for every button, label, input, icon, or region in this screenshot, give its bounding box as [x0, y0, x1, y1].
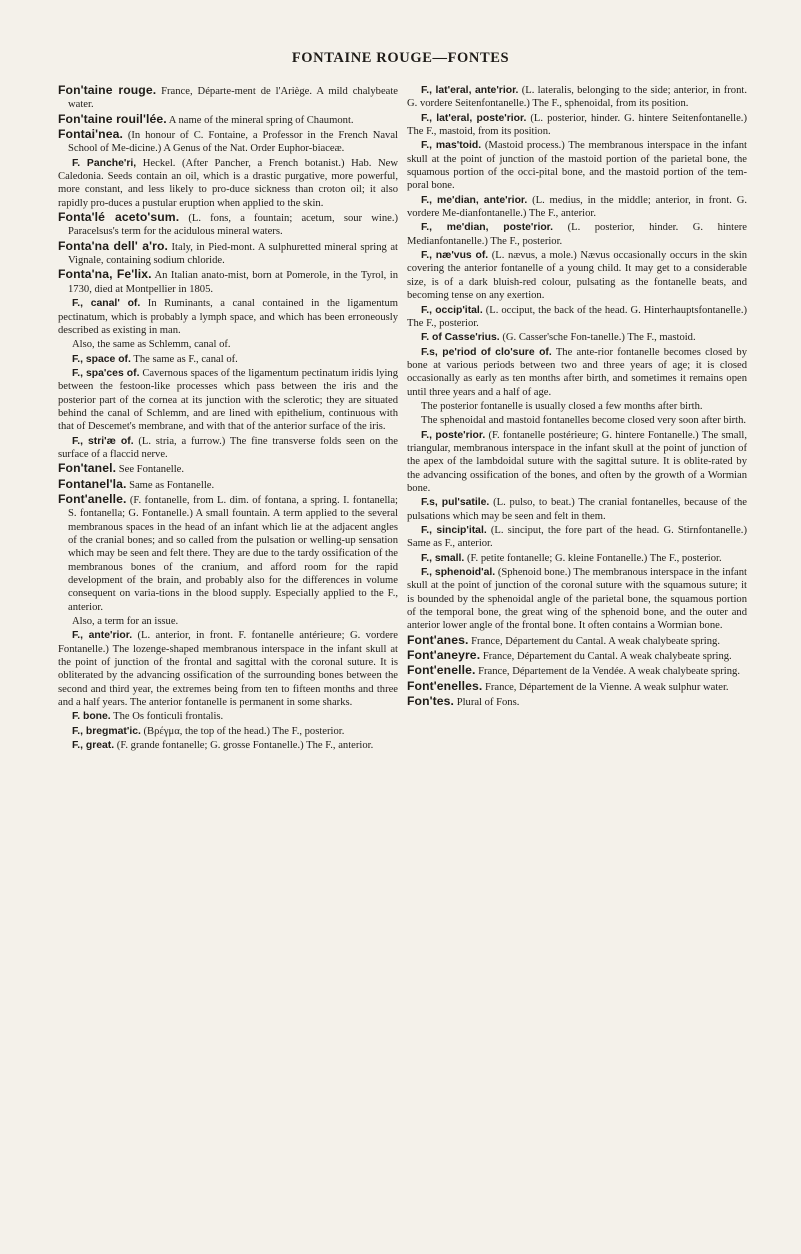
definition-text: Plural of Fons. [454, 697, 520, 709]
definition-text: (Βρέγμα, the top of the head.) The F., posterior. [140, 725, 345, 737]
headword: Fonta'na dell' a'ro. [58, 238, 168, 253]
definition-text: The same as F., canal of. [130, 353, 238, 365]
headword: F., me'dian, poste'rior. [421, 222, 554, 234]
definition-text: (F. petite fontanelle; G. kleine Fontanelle.) The F., posterior. [464, 552, 722, 564]
subentry [58, 353, 398, 366]
headword: Fon'tes. [407, 694, 455, 709]
dictionary-entry [58, 211, 398, 239]
running-head: FONTAINE ROUGE—FONTES [291, 50, 510, 66]
headword: Font'anelle. [58, 491, 127, 506]
definition-text: (L. pulso, to beat.) The cranial fontanelles, because of the pulsations which may be seen and felt in them. [407, 497, 747, 522]
subentry [58, 157, 398, 210]
definition-text: (L. nævus, a mole.) Nævus occasionally occurs in the skin covering the anterior fontanelle of a young child. It may get to a considerable size, is of a dark bluish-red colour, pulsating as the fontanelle beats, and becoming tense on any exertion. [407, 250, 747, 302]
headword: F., me'dian, ante'rior. [421, 194, 528, 206]
definition-text: (G. Casser'sche Fon-tanelle.) The F., mastoid. [499, 332, 696, 344]
dictionary-entry [58, 493, 398, 614]
definition-text: (L. medius, in the middle; anterior, in front. G. vordere Me-dianfontanelle.) The F., anterior. [407, 194, 747, 220]
definition-text: (L. posterior, hinder. G. hintere Medianfontanelle.) The F., posterior. [407, 222, 748, 247]
definition-text: (L. anterior, in front. F. fontanelle antérieure; G. vordere Fontanelle.) The lozenge-shaped membranous interspace in the infant skull at the point of junction of the frontal and sagittal with the coronal suture. It is obliterated by the advancing ossification of the surrounding bones between the second and third year, the extremes being from ten to fifteen months and three and a half years. The anterior fontanelle is permanent in some sharks. [58, 630, 398, 709]
headword: F., spa'ces of. [72, 367, 140, 379]
dictionary-entry [58, 84, 398, 112]
headword: Fontai'nea. [58, 127, 123, 142]
headword: Fonta'na, Fe'lix. [58, 267, 152, 282]
headword: F. bone. [72, 711, 111, 723]
definition-text: France, Départe-ment de l'Ariège. A mild chalybeate water. [68, 86, 398, 111]
definition-text: (Mastoid process.) The membranous interspace in the infant skull at the point of junction of the mastoid portion of the parietal bone, the squamous portion of the occi-pital bone, and the mastoid portion of the tem-poral bone. [407, 140, 747, 192]
entry-continuation: Also, a term for an issue. [72, 616, 179, 628]
headword: F. of Casse'rius. [421, 332, 500, 344]
subentry [407, 346, 747, 399]
headword: F., occip'ital. [421, 304, 483, 316]
headword: F., lat'eral, poste'rior. [421, 112, 527, 124]
definition-text: A name of the mineral spring of Chaumont. [166, 114, 354, 126]
headword: Font'anes. [407, 632, 469, 647]
subentry [58, 629, 398, 709]
subentry [407, 84, 747, 111]
headword: F., sincip'ital. [421, 525, 487, 536]
dictionary-entry [407, 695, 747, 709]
definition-text: (L. lateralis, belonging to the side; anterior, in front. G. vordere Seitenfontanelle.) The F., sphenoidal, from its position. [407, 85, 747, 110]
subentry [407, 249, 747, 302]
headword: F., mas'toid. [421, 140, 482, 152]
headword: F., stri'æ of. [72, 435, 134, 447]
definition-text: (L. occiput, the back of the head. G. Hinterhauptsfontanelle.) The F., posterior. [407, 304, 748, 329]
definition-text: (L. stria, a furrow.) The fine transverse folds seen on the surface of a flaccid nerve. [58, 435, 398, 460]
dictionary-entry [407, 634, 747, 648]
subentry [407, 331, 747, 344]
right-column [407, 84, 747, 710]
definition-text: France, Département du Cantal. A weak chalybeate spring. [468, 635, 720, 647]
definition-text: See Fontanelle. [116, 464, 185, 476]
headword: F., space of. [72, 353, 131, 365]
definition-text: (In honour of C. Fontaine, a Professor in the French Naval School of Me-dicine.) A Genus of the Nat. Order Euphor-biaceæ. [68, 130, 398, 155]
subentry [407, 139, 747, 192]
headword: F., næ'vus of. [421, 250, 489, 262]
headword: Fontanel'la. [58, 476, 127, 491]
dictionary-entry [58, 113, 398, 127]
subentry [58, 367, 398, 434]
definition-text: (L. sinciput, the fore part of the head. G. Stirnfontanelle.) Same as F., anterior. [407, 525, 747, 550]
left-column [58, 84, 398, 754]
headword: F., great. [72, 740, 115, 752]
entry-continuation: The sphenoidal and mastoid fontanelles become closed very soon after birth. [421, 415, 747, 427]
entry-continuation: Also, the same as Schlemm, canal of. [72, 339, 231, 351]
definition-text: Cavernous spaces of the ligamentum pectinatum iridis lying between the festoon-like processes which pass between the iris and the posterior part of the cornea at its junction with the sclerotic; they are situated behind the canal of Schlemm, and are lined with epithelium, continuous with that of Descemet's membrane, and with that of the anterior surface of the iris. [58, 367, 398, 433]
dictionary-entry [58, 478, 398, 492]
subentry [58, 710, 398, 723]
dictionary-entry [58, 268, 398, 296]
headword: F.s, pe'riod of clo'sure of. [421, 346, 552, 358]
subentry [58, 739, 398, 752]
subentry [407, 552, 747, 565]
definition-text: (L. fons, a fountain; acetum, sour wine.) Paracelsus's term for the acidulous mineral waters. [68, 213, 398, 238]
headword: F., poste'rior. [421, 429, 486, 441]
dictionary-entry [407, 649, 747, 663]
subentry [58, 297, 398, 337]
definition-text: France, Département du Cantal. A weak chalybeate spring. [480, 651, 732, 663]
subentry [58, 725, 398, 738]
subentry [407, 112, 747, 139]
subentry [407, 304, 747, 331]
headword: F., bregmat'ic. [72, 725, 141, 737]
definition-text: (F. fontanelle postérieure; G. hintere Fontanelle.) The small, triangular, membranous interspace in the infant skull at the point of junction of the apex of the lambdoidal suture with the sagittal suture. It is oblite-rated by the advancing ossification of the bones, and often by the growth of a Wormian bone. [407, 429, 748, 494]
definition-text: (Sphenoid bone.) The membranous interspace in the infant skull at the point of junction of the coronal suture with the squamous suture; it is bounded by the sphenoidal angle of the parietal bone, the squamous portion of the temporal bone, the great wing of the sphenoid bone, and the outer and anterior lower angle of the frontal bone. It often contains a Wormian bone. [407, 567, 747, 632]
definition-text: Italy, in Pied-mont. A sulphuretted mineral spring at Vignale, containing sodium chloride. [68, 241, 398, 267]
headword: Fonta'lé aceto'sum. [58, 210, 180, 225]
definition-text: France, Département de la Vienne. A weak sulphur water. [482, 681, 729, 693]
subentry [407, 566, 747, 633]
definition-text: France, Département de la Vendée. A weak chalybeate spring. [475, 666, 740, 678]
headword: F., lat'eral, ante'rior. [421, 85, 519, 96]
definition-text: In Ruminants, a canal contained in the ligamentum pectinatum, which is probably a lymph space, and which has been erroneously described as existing in man. [58, 298, 398, 336]
headword: Fon'tanel. [58, 461, 117, 476]
headword: F. Panche'ri, [72, 157, 137, 169]
headword: Fon'taine rouge. [58, 83, 157, 97]
definition-text: The Os fonticuli frontalis. [110, 711, 224, 723]
dictionary-entry [58, 128, 398, 156]
definition-text: (F. grande fontanelle; G. grosse Fontanelle.) The F., anterior. [114, 740, 374, 752]
headword: F., ante'rior. [72, 630, 133, 642]
headword: Font'enelle. [407, 663, 476, 678]
subentry [407, 524, 747, 551]
definition-text: Heckel. (After Pancher, a French botanist.) Hab. New Caledonia. Seeds contain an oil, which is a drastic purgative, more powerful, more constant, and less likely to pro-duce sickness than croton oil; it also rapidly pro-duces a pustular eruption when applied to the skin. [58, 157, 398, 209]
definition-text: The ante-rior fontanelle becomes closed by bone at various periods between two and three years of age; it is closed occasionally as early as ten months after birth, and sometimes it remains open until three years and a half of age. [407, 346, 747, 398]
subentry [58, 435, 398, 462]
dictionary-entry [407, 680, 747, 694]
headword: Fon'taine rouil'lée. [58, 111, 167, 126]
subentry [407, 429, 747, 496]
definition-text: Same as Fontanelle. [126, 479, 215, 491]
subentry [407, 221, 747, 248]
headword: Font'enelles. [407, 678, 483, 693]
headword: Font'aneyre. [407, 648, 481, 663]
headword: F.s, pul'satile. [421, 497, 490, 509]
entry-continuation: The posterior fontanelle is usually closed a few months after birth. [421, 400, 703, 412]
subentry [407, 496, 747, 523]
dictionary-entry [407, 664, 747, 678]
definition-text: (F. fontanelle, from L. dim. of fontana, a spring. I. fontanella; S. fontanella; G. Fontanelle.) A small fountain. A term applied to the several membranous spaces in the head of an infant which lie at the adjacent angles of the cranial bones; and so called from the pulsation or welling-up sensation which may be seen and felt there. They are due to the tardy ossification of the membranous bones of the cranium, and afford room for the rapid development of the brain, and probably also for the differences in volume consequent on varia-tions in the blood supply. Especially applied to the F., anterior. [68, 494, 398, 613]
headword: F., canal' of. [72, 298, 141, 310]
headword: F., small. [421, 552, 465, 564]
definition-text: (L. posterior, hinder. G. hintere Seitenfontanelle.) The F., mastoid, from its position. [407, 112, 747, 138]
subentry [407, 194, 747, 221]
definition-text: An Italian anato-mist, born at Pomerole, in the Tyrol, in 1730, died at Montpellier in 1805. [68, 270, 398, 295]
dictionary-entry [58, 462, 398, 476]
dictionary-entry [58, 240, 398, 268]
headword: F., sphenoid'al. [421, 567, 496, 579]
